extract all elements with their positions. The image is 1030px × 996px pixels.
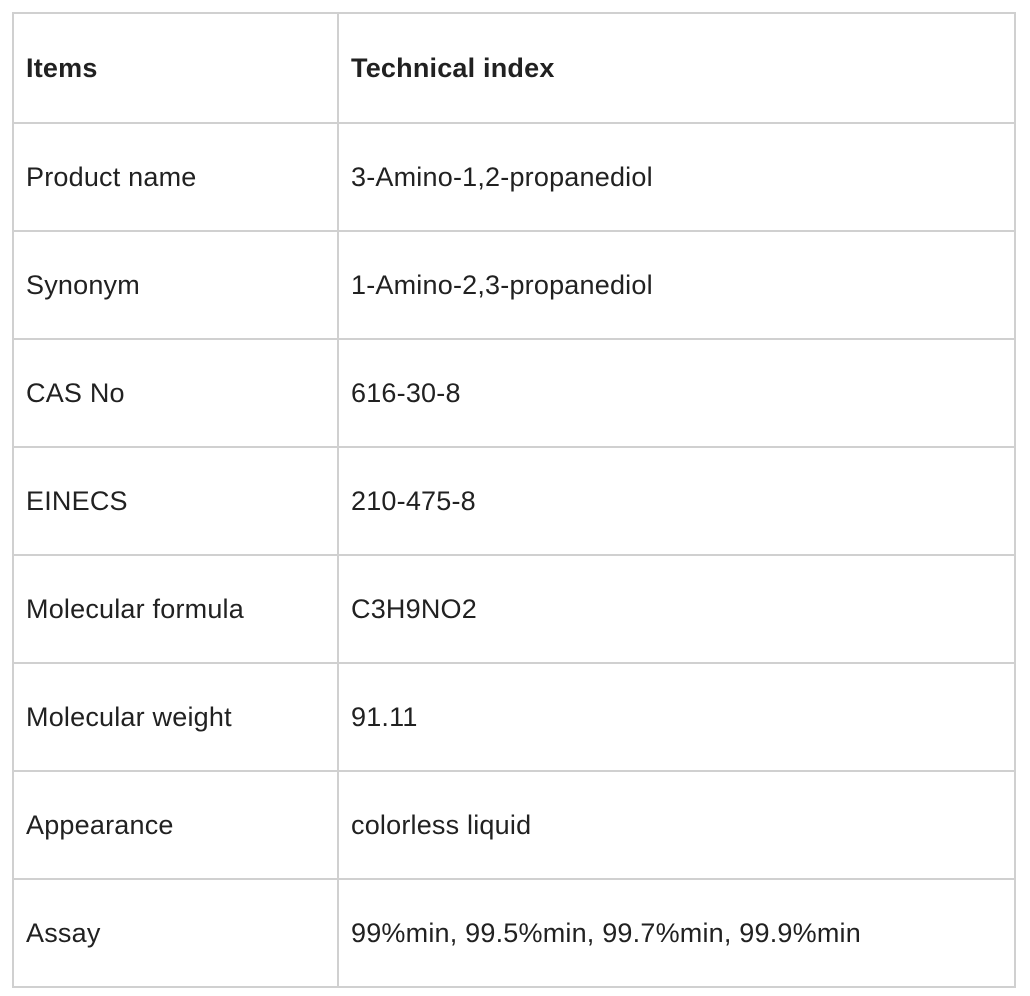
item-cell-appearance: Appearance: [13, 771, 338, 879]
table-row: [13, 663, 1015, 771]
item-cell-product-name: Product name: [13, 123, 338, 231]
value-cell-molecular-weight: 91.11: [338, 663, 1015, 771]
item-cell-cas-no: CAS No: [13, 339, 338, 447]
item-cell-molecular-formula: Molecular formula: [13, 555, 338, 663]
item-cell-molecular-weight: Molecular weight: [13, 663, 338, 771]
item-cell-synonym: Synonym: [13, 231, 338, 339]
item-cell-assay: Assay: [13, 879, 338, 987]
table-row: [13, 879, 1015, 987]
technical-index-table: [12, 12, 1016, 988]
table-row: [13, 555, 1015, 663]
value-cell-synonym: 1-Amino-2,3-propanediol: [338, 231, 1015, 339]
table-row: [13, 447, 1015, 555]
value-cell-assay: 99%min, 99.5%min, 99.7%min, 99.9%min: [338, 879, 1015, 987]
value-cell-appearance: colorless liquid: [338, 771, 1015, 879]
item-cell-einecs: EINECS: [13, 447, 338, 555]
table-row: [13, 771, 1015, 879]
value-cell-einecs: 210-475-8: [338, 447, 1015, 555]
table-row: [13, 123, 1015, 231]
table-row: [13, 231, 1015, 339]
value-cell-product-name: 3-Amino-1,2-propanediol: [338, 123, 1015, 231]
value-cell-cas-no: 616-30-8: [338, 339, 1015, 447]
table-row: [13, 339, 1015, 447]
table-header-row: [13, 13, 1015, 123]
column-header-items: Items: [13, 13, 338, 123]
column-header-technical-index: Technical index: [338, 13, 1015, 123]
value-cell-molecular-formula: C3H9NO2: [338, 555, 1015, 663]
